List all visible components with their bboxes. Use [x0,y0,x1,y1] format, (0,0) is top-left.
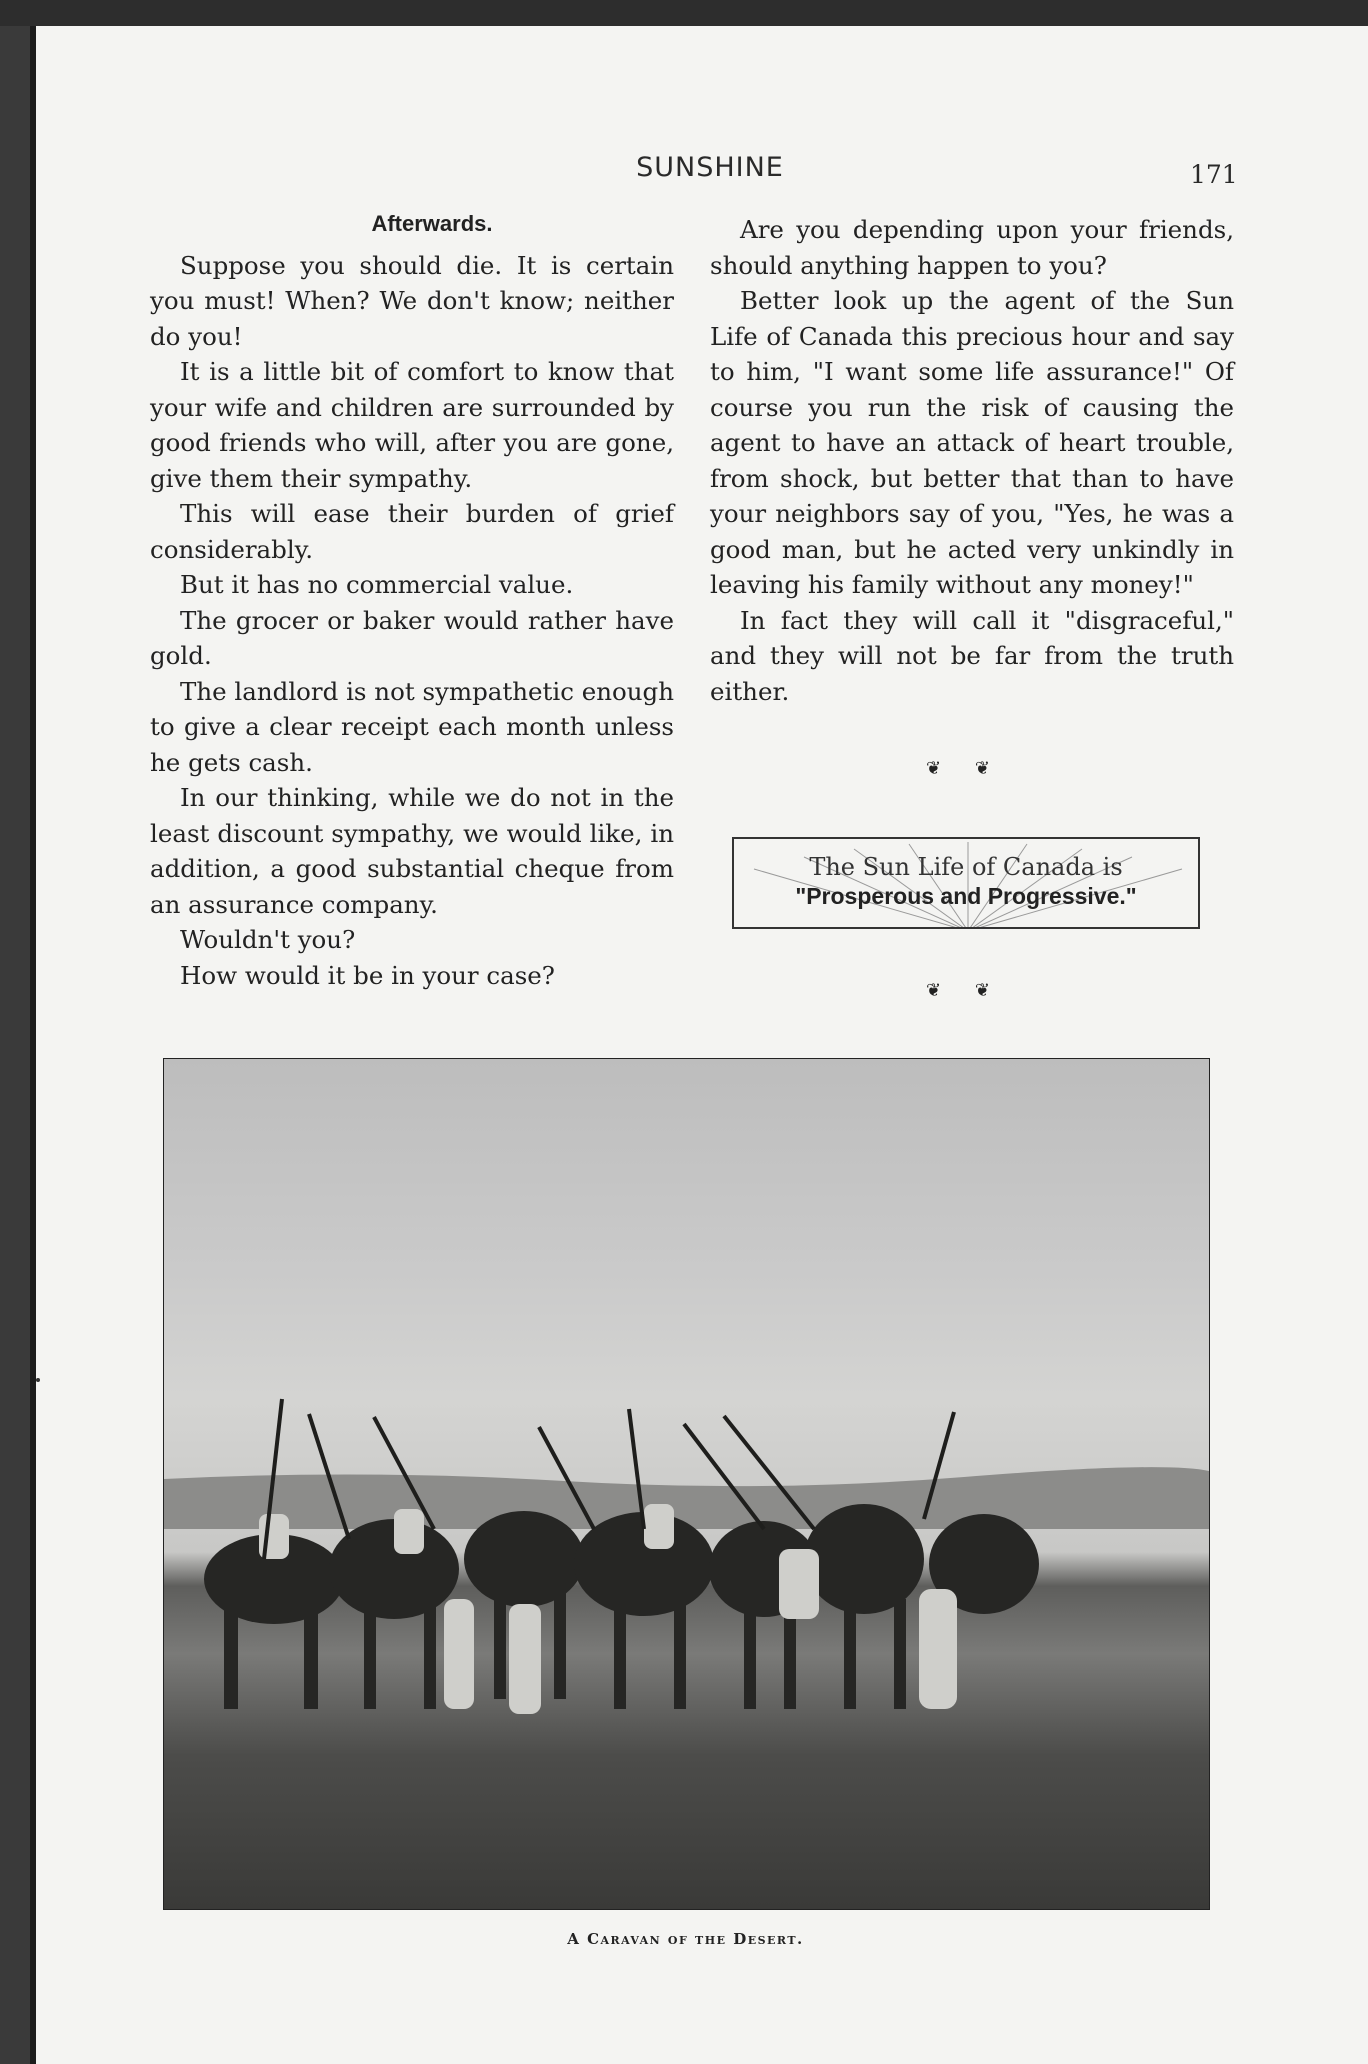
sun-life-advert [732,837,1200,929]
page-number: 171 [1190,160,1238,189]
paragraph: How would it be in your case? [180,960,555,990]
paragraph: The landlord is not sympathetic enough to give a clear receipt each month unless he gets cash. [150,676,674,777]
paragraph: Better look up the agent of the Sun Life of Canada this precious hour and say to him, "I want some life assurance!" Of course you run the risk of causing the agent to have an attack of heart trouble, from shock, but better that than to have your neighbors say of you, "Yes, he was a good man, but he acted very unkindly in leaving his family without any money!" [710,286,1234,599]
paragraph: In our thinking, while we do not in the least discount sympathy, we would like, in addition, a good substantial cheque from an assurance company. [150,783,674,919]
left-column [150,206,674,993]
scan-border [0,0,1368,26]
caravan-silhouettes [164,1059,1209,1909]
paragraph: But it has no commercial value. [180,570,574,599]
advert-slogan: "Prosperous and Progressive." [795,883,1137,909]
paragraph: The grocer or baker would rather have gold. [150,605,674,670]
paragraph: In fact they will call it "disgraceful," and they will not be far from the truth either. [710,605,1234,706]
running-title: SUNSHINE [636,152,784,183]
photo-caption: A Caravan of the Desert. [567,1930,804,1948]
paragraph: Wouldn't you? [180,925,356,954]
paragraph: This will ease their burden of grief considerably. [150,499,674,564]
article-heading: Afterwards. [371,211,493,236]
fleuron-ornament: ❦ ❦ [926,980,1004,1001]
right-column [710,212,1234,709]
caravan-photograph [163,1058,1210,1910]
paragraph: Suppose you should die. It is certain you must! When? We don't know; neither do you! [150,250,674,351]
scan-speck [36,1378,40,1382]
paragraph: Are you depending upon your friends, should anything happen to you? [710,215,1234,280]
fleuron-ornament: ❦ ❦ [926,758,1004,779]
paragraph: It is a little bit of comfort to know that your wife and children are surrounded by good friends who will, after you are gone, give them their sympathy. [150,357,674,493]
advert-line-1: The Sun Life of Canada is [809,853,1123,881]
